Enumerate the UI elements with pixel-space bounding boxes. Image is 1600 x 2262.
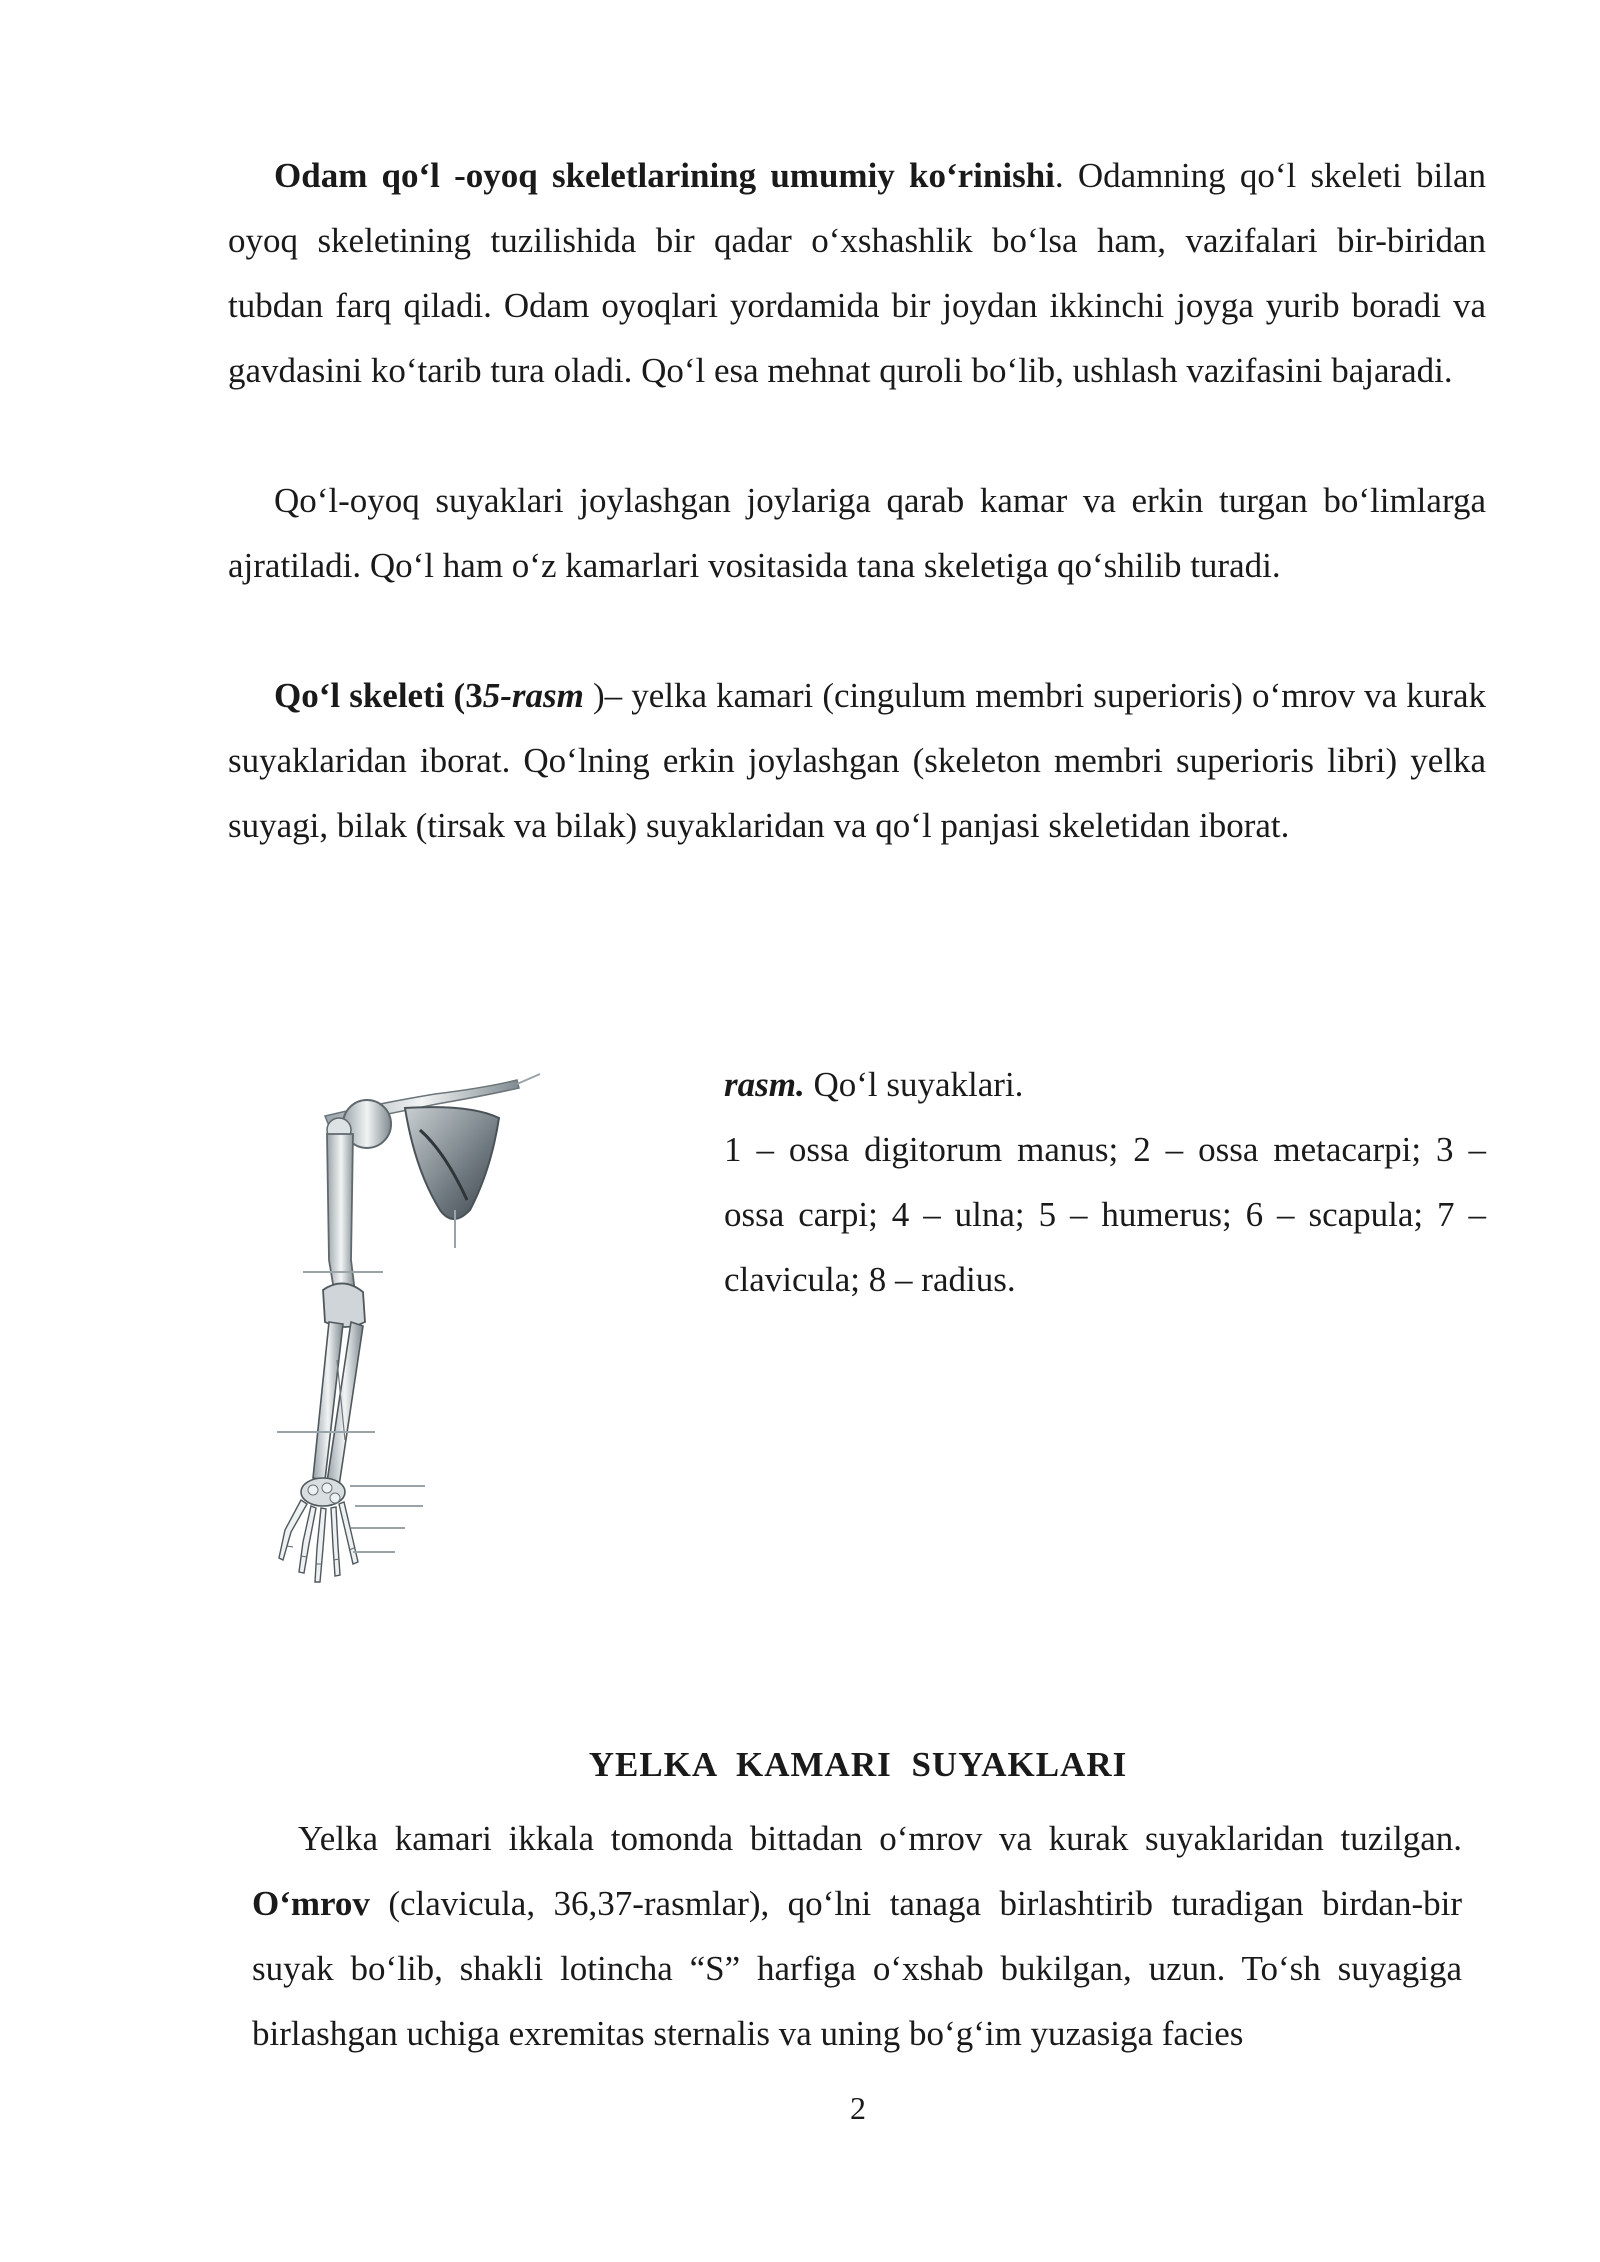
arm-skeleton-heading: Qo‘l skeleti (3 [274,676,483,715]
clavicle-text: (clavicula, 36,37-rasmlar), qo‘lni tanaga birlashtirib turadigan birdan-bir suyak bo‘lib, shakli lotincha “S” harfiga o‘xshab bukilgan, uzun. To‘sh suyagiga birlashgan uchiga exremitas sternalis va uning bo‘g‘im yuzasiga facies [252,1884,1462,2053]
arm-bones-illustration [255,1060,600,1605]
section-heading: YELKA KAMARI SUYAKLARI [588,1745,1128,1784]
limb-sections-paragraph [228,468,1486,598]
clavicle-heading: O‘mrov [252,1884,370,1923]
figure-caption [724,1052,1486,1312]
shoulder-girdle-paragraph [252,1806,1462,2066]
caption-title: Qo‘l suyaklari. [804,1065,1024,1104]
shoulder-girdle-lead: Yelka kamari ikkala tomonda bittadan o‘mrov va kurak suyaklaridan tuzilgan. [298,1819,1462,1858]
intro-text: . Odamning qo‘l skeleti bilan oyoq skeletining tuzilishida bir qadar o‘xshashlik bo‘lsa ham, vazifalari bir-biridan tubdan farq qiladi. Odam oyoqlari yordamida bir joydan ikkinchi joyga yurib boradi va gavdasini ko‘tarib tura oladi. Qo‘l esa mehnat quroli bo‘lib, ushlash vazifasini bajaradi. [228,156,1487,390]
arm-skeleton-text: )– yelka kamari (cingulum membri superioris) o‘mrov va kurak suyaklaridan iborat. Qo‘lning erkin joylashgan (skeleton membri superioris libri) yelka suyagi, bilak (tirsak va bilak) suyaklaridan va qo‘l panjasi skeletidan iborat. [228,676,1486,845]
caption-legend: 1 – ossa digitorum manus; 2 – ossa metacarpi; 3 – ossa carpi; 4 – ulna; 5 – humerus; 6 – scapula; 7 – clavicula; 8 – radius. [724,1130,1486,1299]
figure-reference: 5-rasm [482,676,584,715]
intro-heading: Odam qo‘l -oyoq skeletlarining umumiy ko‘rinishi [274,156,1055,195]
intro-paragraph [228,143,1486,403]
arm-skeleton-drawing [255,1060,600,1605]
page-number: 2 [850,2090,866,2126]
limb-sections-text: Qo‘l-oyoq suyaklari joylashgan joylariga qarab kamar va erkin turgan bo‘limlarga ajratiladi. Qo‘l ham o‘z kamarlari vositasida tana skeletiga qo‘shilib turadi. [228,481,1486,585]
caption-label: rasm. [724,1065,805,1104]
arm-skeleton-paragraph [228,663,1486,858]
